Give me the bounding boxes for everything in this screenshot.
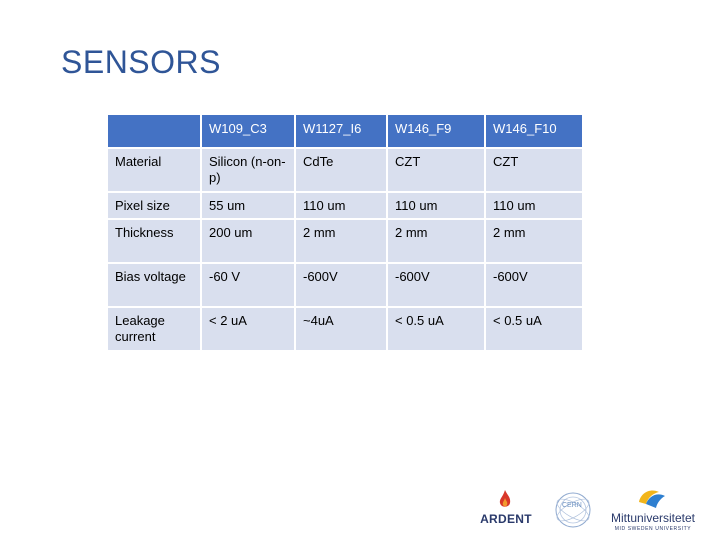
table-corner-cell [108, 115, 200, 147]
table-cell: < 2 uA [202, 308, 294, 350]
table-row [108, 193, 582, 218]
ardent-logo [480, 488, 532, 534]
table-cell: 110 um [388, 193, 484, 218]
column-header: W146_F9 [388, 115, 484, 147]
table-row [108, 149, 582, 191]
table-cell: 2 mm [486, 220, 582, 262]
row-label: Bias voltage [108, 264, 200, 306]
row-label: Leakage current [108, 308, 200, 350]
table-cell: 55 um [202, 193, 294, 218]
sensors-table [106, 113, 584, 352]
cern-rings-icon [553, 488, 593, 532]
table-cell: 200 um [202, 220, 294, 262]
table-header-row [108, 115, 582, 147]
table-row [108, 220, 582, 262]
table-cell: < 0.5 uA [486, 308, 582, 350]
column-header: W109_C3 [202, 115, 294, 147]
table-cell: 110 um [296, 193, 386, 218]
column-header: W1127_I6 [296, 115, 386, 147]
table-cell: ~4uA [296, 308, 386, 350]
table-cell: -600V [486, 264, 582, 306]
ardent-logo-text: ARDENT [480, 512, 532, 526]
table-row [108, 308, 582, 350]
cern-logo [553, 488, 593, 532]
table-cell: -600V [388, 264, 484, 306]
table-cell: < 0.5 uA [388, 308, 484, 350]
column-header: W146_F10 [486, 115, 582, 147]
table-cell: CZT [388, 149, 484, 191]
table-cell: -600V [296, 264, 386, 306]
row-label: Thickness [108, 220, 200, 262]
miun-logo-subtitle: MID SWEDEN UNIVERSITY [614, 526, 692, 532]
table-cell: 2 mm [296, 220, 386, 262]
table-cell: -60 V [202, 264, 294, 306]
table-cell: Silicon (n-on- p) [202, 149, 294, 191]
table-cell: CdTe [296, 149, 386, 191]
slide-title: SENSORS [61, 44, 221, 80]
mittuniversitetet-logo [607, 488, 699, 534]
table-cell: 2 mm [388, 220, 484, 262]
row-label: Pixel size [108, 193, 200, 218]
table-cell: 110 um [486, 193, 582, 218]
row-label: Material [108, 149, 200, 191]
miun-logo-name: Mittuniversitetet [610, 511, 696, 525]
table-row [108, 264, 582, 306]
table-cell: CZT [486, 149, 582, 191]
miun-emblem-icon [637, 488, 667, 510]
flame-icon [498, 490, 512, 510]
cern-logo-text: CERN [562, 502, 582, 509]
